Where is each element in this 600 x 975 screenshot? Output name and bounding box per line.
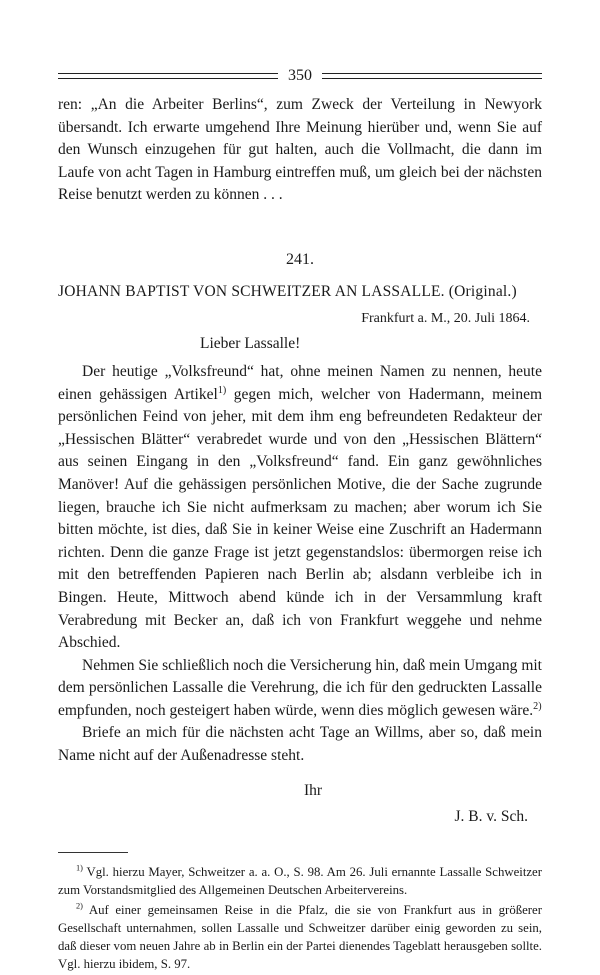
document-page bbox=[58, 64, 542, 975]
letter-body bbox=[58, 361, 542, 768]
paragraph-text: gegen mich, welcher von Hadermann, meinem persönlichen Feind von jeher, mit dem ihm eng befreundeten Redakteur der „Hessischen Blätter“ verabredet wurde und von den „Hessischen Blättern“ aus seinen Eingang in den „Volksfreund“ fand. Ein ganz gewöhnliches Manöver! Auf die gehässigen persönlichen Motive, die der Sache zugrunde liegen, brauche ich Sie nicht aufmerksam zu machen; aber worum ich Sie bitten möchte, ist dies, daß Sie in keiner Weise eine Zuschrift an Hadermann richten. Denn die ganze Frage ist jetzt gegenstandslos: übermorgen reise ich mit den betreffenden Papieren nach Berlin ab; alsdann verbleibe ich in Bingen. Heute, Mittwoch abend künde ich in der Versammlung kraft Verabredung mit Becker an, daß ich von Frankfurt weggehe und nehme Abschied. bbox=[58, 385, 543, 652]
continuation-paragraph: ren: „An die Arbeiter Berlins“, zum Zweck der Verteilung in Newyork übersandt. Ich erwarte umgehend Ihre Meinung hierüber und, wenn Sie auf den Wunsch einzugehen für gut halten, auch die Vollmacht, die dann im Laufe von acht Tagen in Hamburg eintreffen muß, um gleich bei der nächsten Reise benutzt werden zu können . . . bbox=[58, 96, 542, 204]
paragraph-text: Nehmen Sie schließlich noch die Versicherung hin, daß mein Umgang mit dem persönlichen Lassalle die Verehrung, die ich für den gedruckten Lassalle empfunden, noch gesteigert haben würde, wenn dies möglich gewesen wäre. bbox=[58, 656, 542, 719]
letter-dateline: Frankfurt a. M., 20. Juli 1864. bbox=[361, 310, 530, 326]
footnote-1 bbox=[58, 863, 542, 899]
footnote-marker: 1) bbox=[76, 863, 83, 873]
footnote-text: Auf einer gemeinsamen Reise in die Pfalz, die sie von Frankfurt aus in größerer Gesellschaft unternahmen, sollen Lassalle und Schweitzer darüber einig geworden zu sein, daß dieser vom neuen Jahre ab in Berlin ein der Partei dienendes Tageblatt herausgeben sollte. Vgl. hierzu ibidem, S. 97. bbox=[58, 902, 542, 971]
letter-number: 241. bbox=[286, 250, 314, 268]
letter-closing: Ihr bbox=[304, 781, 323, 799]
footnotes bbox=[58, 863, 542, 973]
letter-paragraph-2 bbox=[58, 655, 542, 723]
footnote-text: Vgl. hierzu Mayer, Schweitzer a. a. O., S. 98. Am 26. Juli ernannte Lassalle Schweitzer zum Vorstandsmitglied des Allgemeinen Deutschen Arbeitervereins. bbox=[58, 864, 542, 897]
footnote-2 bbox=[58, 901, 542, 973]
footnote-reference-1: 1) bbox=[217, 384, 227, 396]
paragraph-text: Der heutige „Volksfreund“ hat, ohne meinen Namen zu nennen, heute einen gehässigen Artikel bbox=[58, 362, 542, 403]
footnote-separator bbox=[58, 852, 128, 853]
letter-heading: JOHANN BAPTIST VON SCHWEITZER AN LASSALLE. (Original.) bbox=[58, 282, 517, 300]
letter-salutation: Lieber Lassalle! bbox=[200, 334, 301, 352]
paragraph-text: Briefe an mich für die nächsten acht Tage an Willms, aber so, daß mein Name nicht auf der Außenadresse steht. bbox=[58, 724, 542, 765]
page-number: 350 bbox=[288, 67, 312, 84]
footnote-reference-2: 2) bbox=[533, 700, 542, 712]
letter-paragraph-3 bbox=[58, 722, 542, 767]
letter-signature: J. B. v. Sch. bbox=[454, 807, 528, 825]
letter-paragraph-1 bbox=[58, 361, 542, 655]
header-rule-left bbox=[58, 73, 278, 79]
header-rule-right bbox=[322, 73, 542, 79]
running-head bbox=[58, 64, 542, 88]
footnote-marker: 2) bbox=[76, 901, 83, 911]
